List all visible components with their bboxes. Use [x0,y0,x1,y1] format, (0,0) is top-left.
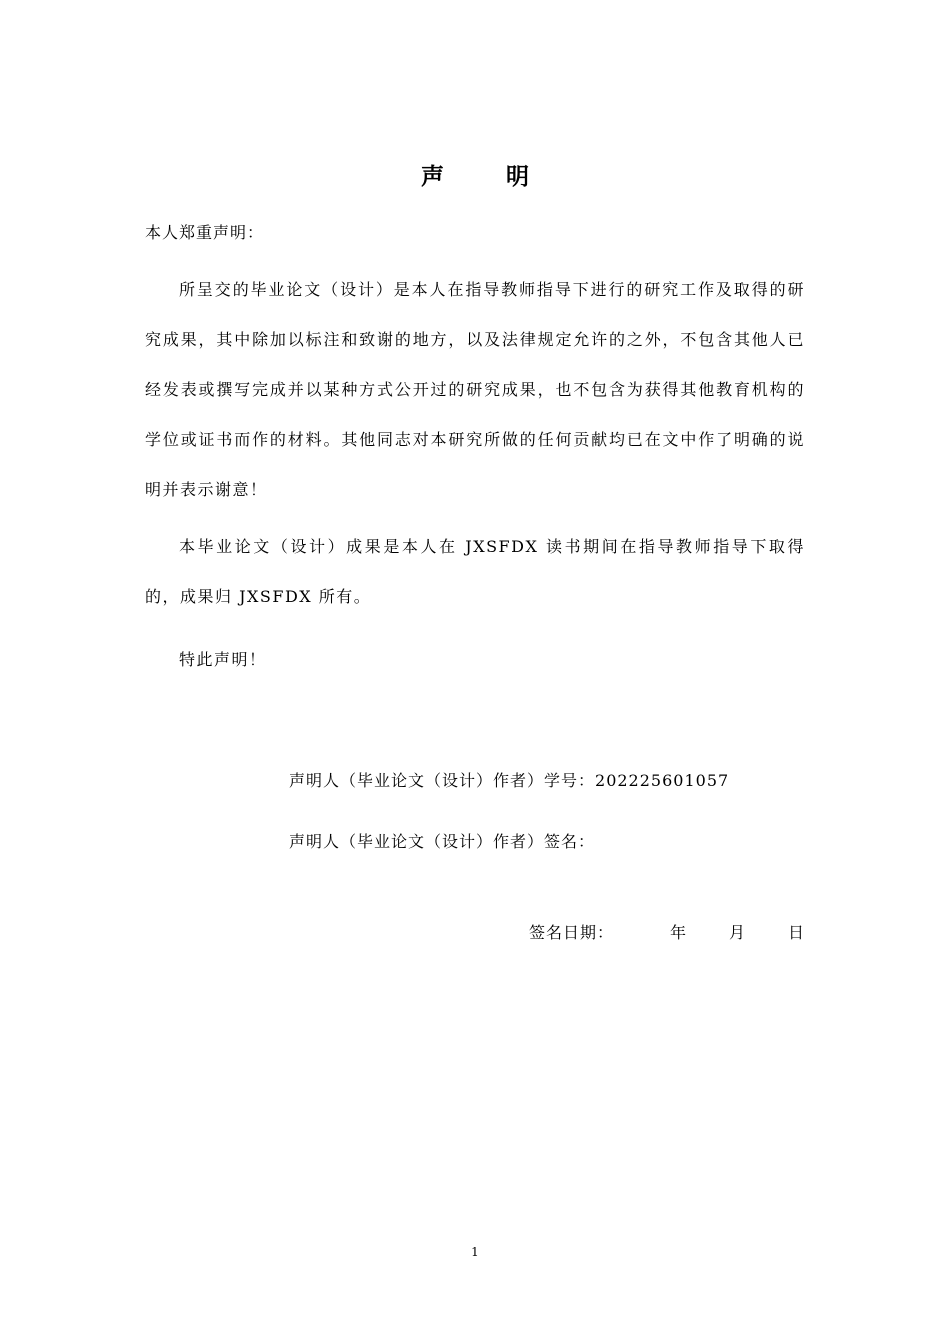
signature-line [289,829,595,852]
date-day: 日 [787,923,805,942]
student-id-label: 声明人（毕业论文（设计）作者）学号： [289,771,596,790]
date-label: 签名日期： [528,923,614,942]
date-year: 年 [669,923,687,942]
signature-label: 声明人（毕业论文（设计）作者）签名： [289,832,596,851]
signature-date-line [529,920,805,943]
page-title: 声明 [421,163,591,190]
declaration-closing: 特此声明！ [179,650,267,669]
declaration-paragraph-2: 本毕业论文（设计）成果是本人在 JXSFDX 读书期间在指导教师指导下取得的，成果归 JXSFDX 所有。 [145,537,805,606]
student-id-line [289,768,729,791]
student-id-value: 202225601057 [595,771,730,790]
page-number: 1 [471,1245,479,1259]
declaration-paragraph-1: 所呈交的毕业论文（设计）是本人在指导教师指导下进行的研究工作及取得的研究成果，其中除加以标注和致谢的地方，以及法律规定允许的之外，不包含其他人已经发表或撰写完成并以某种方式公开过的研究成果，也不包含为获得其他教育机构的学位或证书而作的材料。其他同志对本研究所做的任何贡献均已在文中作了明确的说明并表示谢意！ [145,280,805,499]
salutation: 本人郑重声明： [145,223,265,242]
date-month: 月 [728,923,746,942]
